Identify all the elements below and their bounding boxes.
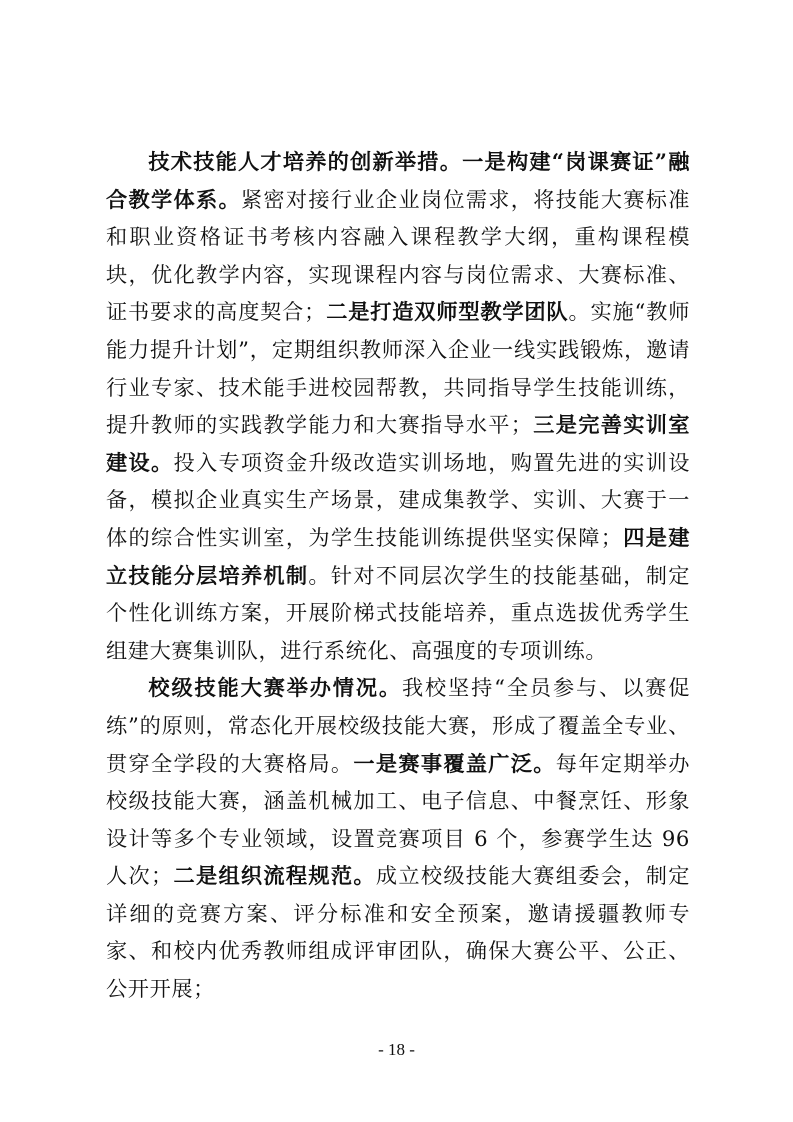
document-body <box>106 143 690 1008</box>
section-heading: 技术技能人才培养的创新举措。 <box>148 149 463 174</box>
body-text: 紧密对接行业企业岗位需求，将技能大赛标准和职业资格证书考核内容融入课程教学大纲，重构课程模块，优化教学内容，实现课程内容与岗位需求、大赛标准、证书要求的高度契合； <box>106 186 690 325</box>
point-heading: 一是赛事覆盖广泛。 <box>353 750 556 776</box>
point-heading: 一是构建“岗课赛证”融合教学体系。 <box>106 149 690 212</box>
point-heading: 三是完善实训室建设。 <box>106 412 690 475</box>
paragraph-school-competition <box>106 669 690 1007</box>
page-number: - 18 - <box>378 1040 415 1059</box>
body-text: 我校坚持“全员参与、以赛促练”的原则，常态化开展校级技能大赛，形成了覆盖全专业、贯穿全学段的大赛格局。 <box>106 675 690 776</box>
body-text: 。实施“教师能力提升计划”，定期组织教师深入企业一线实践锻炼，邀请行业专家、技术能手进校园帮教，共同指导学生技能训练，提升教师的实践教学能力和大赛指导水平； <box>106 299 690 438</box>
body-text: 。针对不同层次学生的技能基础，制定个性化训练方案，开展阶梯式技能培养，重点选拔优秀学生组建大赛集训队，进行系统化、高强度的专项训练。 <box>106 562 691 663</box>
point-heading: 四是建立技能分层培养机制 <box>106 524 690 588</box>
point-heading: 二是组织流程规范。 <box>172 863 376 889</box>
paragraph-innovation-measures <box>106 143 690 669</box>
section-heading: 校级技能大赛举办情况。 <box>148 675 402 701</box>
point-heading: 二是打造双师型教学团队 <box>325 299 569 325</box>
body-text: 成立校级技能大赛组委会，制定详细的竞赛方案、评分标准和安全预案，邀请援疆教师专家、和校内优秀教师组成评审团队，确保大赛公平、公正、公开开展； <box>106 863 690 1002</box>
body-text: 投入专项资金升级改造实训场地，购置先进的实训设备，模拟企业真实生产场景，建成集教学、实训、大赛于一体的综合性实训室，为学生技能训练提供坚实保障； <box>106 449 690 550</box>
body-text: 每年定期举办校级技能大赛，涵盖机械加工、电子信息、中餐烹饪、形象设计等多个专业领域，设置竞赛项目 6 个，参赛学生达 96 人次； <box>106 750 690 889</box>
